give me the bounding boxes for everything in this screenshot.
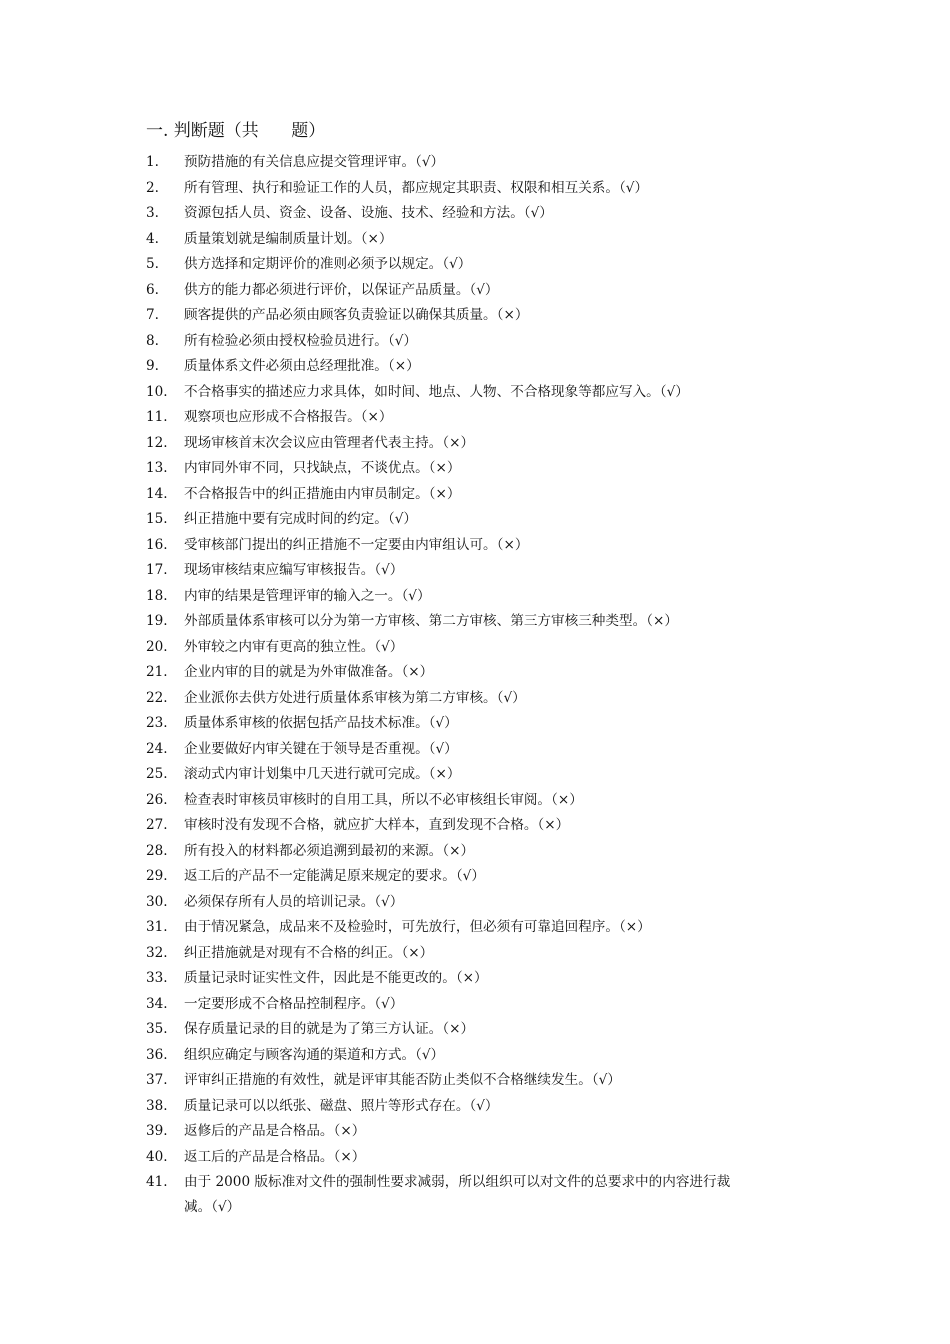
item-number: 39. — [146, 1123, 168, 1139]
list-item — [146, 1145, 818, 1171]
item-text: 纠正措施就是对现有不合格的纠正。（×） — [184, 944, 434, 961]
list-item — [146, 405, 818, 431]
list-item — [146, 1094, 818, 1120]
list-item — [146, 890, 818, 916]
list-item — [146, 864, 818, 890]
list-item — [146, 354, 818, 380]
list-item — [146, 686, 818, 712]
item-number: 36. — [146, 1046, 168, 1063]
item-number: 4. — [146, 230, 159, 247]
list-item — [146, 227, 818, 253]
item-text: 供方选择和定期评价的准则必须予以规定。（√） — [184, 256, 472, 272]
item-text: 质量记录时证实性文件，因此是不能更改的。（×） — [184, 970, 488, 986]
list-item — [146, 1043, 818, 1069]
item-number: 26. — [146, 791, 168, 808]
list-item — [146, 533, 818, 559]
item-number: 29. — [146, 868, 168, 884]
list-item — [146, 150, 818, 176]
item-text: 现场审核结束应编写审核报告。（√） — [184, 562, 404, 578]
item-number: 23. — [146, 715, 168, 731]
list-item — [146, 507, 818, 533]
item-number: 3. — [146, 205, 159, 221]
item-text: 审核时没有发现不合格，就应扩大样本，直到发现不合格。（×） — [184, 817, 570, 833]
list-item — [146, 431, 818, 457]
list-item — [146, 584, 818, 610]
item-number: 41. — [146, 1174, 168, 1190]
item-number: 16. — [146, 536, 168, 553]
item-text-line-1: 由于 2000 版标准对文件的强制性要求减弱，所以组织可以对文件的总要求中的内容进行裁 — [184, 1174, 731, 1190]
item-text: 不合格事实的描述应力求具体，如时间、地点、人物、不合格现象等都应写入。（√） — [184, 383, 689, 400]
item-text: 纠正措施中要有完成时间的约定。（√） — [184, 511, 417, 527]
item-text: 资源包括人员、资金、设备、设施、技术、经验和方法。（√） — [184, 205, 553, 221]
list-item — [146, 839, 818, 865]
item-text: 质量记录可以以纸张、磁盘、照片等形式存在。（√） — [184, 1097, 499, 1114]
list-item — [146, 635, 818, 661]
item-text: 必须保存所有人员的培训记录。（√） — [184, 893, 404, 910]
item-text: 返工后的产品不一定能满足原来规定的要求。（√） — [184, 868, 485, 884]
list-item — [146, 941, 818, 967]
item-text: 所有检验必须由授权检验员进行。（√） — [184, 332, 417, 349]
item-number: 22. — [146, 689, 168, 706]
item-number: 28. — [146, 842, 168, 859]
list-item — [146, 992, 818, 1018]
item-number: 15. — [146, 511, 168, 527]
list-item — [146, 278, 818, 304]
item-number: 5. — [146, 256, 159, 272]
item-text: 滚动式内审计划集中几天进行就可完成。（×） — [184, 766, 461, 782]
list-item — [146, 737, 818, 763]
item-number: 31. — [146, 919, 168, 935]
item-number: 32. — [146, 944, 168, 961]
section-title: 一. 判断题（共 题） — [146, 121, 326, 141]
item-text-line-2: 减。（√） — [184, 1199, 241, 1215]
list-item — [146, 482, 818, 508]
item-text: 所有投入的材料都必须追溯到最初的来源。（×） — [184, 842, 475, 859]
item-number: 2. — [146, 179, 159, 196]
item-number: 17. — [146, 562, 168, 578]
item-text: 评审纠正措施的有效性，就是评审其能否防止类似不合格继续发生。（√） — [184, 1072, 621, 1088]
item-text: 质量体系文件必须由总经理批准。（×） — [184, 358, 420, 374]
item-text: 一定要形成不合格品控制程序。（√） — [184, 995, 404, 1012]
item-number: 38. — [146, 1097, 168, 1114]
list-item — [146, 201, 818, 227]
list-item — [146, 711, 818, 737]
item-text: 组织应确定与顾客沟通的渠道和方式。（√） — [184, 1046, 445, 1063]
item-text: 内审同外审不同，只找缺点，不谈优点。（×） — [184, 460, 461, 476]
item-text: 外审较之内审有更高的独立性。（√） — [184, 638, 404, 655]
item-text: 企业内审的目的就是为外审做准备。（×） — [184, 664, 434, 680]
item-text: 顾客提供的产品必须由顾客负责验证以确保其质量。（×） — [184, 307, 529, 323]
item-number: 9. — [146, 358, 159, 374]
item-number: 24. — [146, 740, 168, 757]
list-item — [146, 1119, 818, 1145]
item-number: 21. — [146, 664, 168, 680]
list-item — [146, 252, 818, 278]
list-item — [146, 558, 818, 584]
item-text: 观察项也应形成不合格报告。（×） — [184, 409, 393, 425]
item-text: 返工后的产品是合格品。（×） — [184, 1148, 366, 1165]
item-number: 27. — [146, 817, 168, 833]
item-text: 保存质量记录的目的就是为了第三方认证。（×） — [184, 1021, 475, 1037]
list-item — [146, 1017, 818, 1043]
item-number: 35. — [146, 1021, 168, 1037]
item-text: 质量体系审核的依据包括产品技术标准。（√） — [184, 715, 458, 731]
item-text: 外部质量体系审核可以分为第一方审核、第二方审核、第三方审核三种类型。（×） — [184, 613, 678, 629]
list-item — [146, 915, 818, 941]
item-text: 现场审核首末次会议应由管理者代表主持。（×） — [184, 434, 475, 451]
item-text: 内审的结果是管理评审的输入之一。（√） — [184, 587, 431, 604]
item-number: 7. — [146, 307, 159, 323]
item-text: 受审核部门提出的纠正措施不一定要由内审组认可。（×） — [184, 536, 529, 553]
item-text: 不合格报告中的纠正措施由内审员制定。（×） — [184, 485, 461, 502]
list-item — [146, 660, 818, 686]
list-item — [146, 176, 818, 202]
list-item — [146, 1170, 818, 1220]
item-text: 返修后的产品是合格品。（×） — [184, 1123, 366, 1139]
list-item — [146, 966, 818, 992]
item-text: 企业派你去供方处进行质量体系审核为第二方审核。（√） — [184, 689, 526, 706]
item-number: 19. — [146, 613, 168, 629]
list-item — [146, 329, 818, 355]
item-text: 所有管理、执行和验证工作的人员，都应规定其职责、权限和相互关系。（√） — [184, 179, 649, 196]
list-item — [146, 813, 818, 839]
item-number: 37. — [146, 1072, 168, 1088]
item-text: 由于情况紧急，成品来不及检验时，可先放行，但必须有可靠追回程序。（×） — [184, 919, 651, 935]
list-item — [146, 380, 818, 406]
item-text: 质量策划就是编制质量计划。（×） — [184, 230, 393, 247]
item-number: 14. — [146, 485, 168, 502]
item-number: 13. — [146, 460, 168, 476]
item-text: 供方的能力都必须进行评价，以保证产品质量。（√） — [184, 281, 499, 298]
item-number: 20. — [146, 638, 168, 655]
list-item — [146, 456, 818, 482]
question-list — [146, 150, 818, 1220]
item-text: 预防措施的有关信息应提交管理评审。（√） — [184, 154, 445, 170]
item-number: 8. — [146, 332, 159, 349]
list-item — [146, 609, 818, 635]
list-item — [146, 762, 818, 788]
item-number: 10. — [146, 383, 168, 400]
item-number: 30. — [146, 893, 168, 910]
item-text: 检查表时审核员审核时的自用工具，所以不必审核组长审阅。（×） — [184, 791, 583, 808]
item-number: 12. — [146, 434, 168, 451]
item-number: 6. — [146, 281, 159, 298]
list-item — [146, 788, 818, 814]
list-item — [146, 303, 818, 329]
item-number: 18. — [146, 587, 168, 604]
list-item — [146, 1068, 818, 1094]
item-number: 1. — [146, 154, 159, 170]
item-number: 34. — [146, 995, 168, 1012]
item-number: 11. — [146, 409, 168, 425]
item-number: 33. — [146, 970, 168, 986]
item-text: 企业要做好内审关键在于领导是否重视。（√） — [184, 740, 458, 757]
item-number: 40. — [146, 1148, 168, 1165]
item-number: 25. — [146, 766, 168, 782]
